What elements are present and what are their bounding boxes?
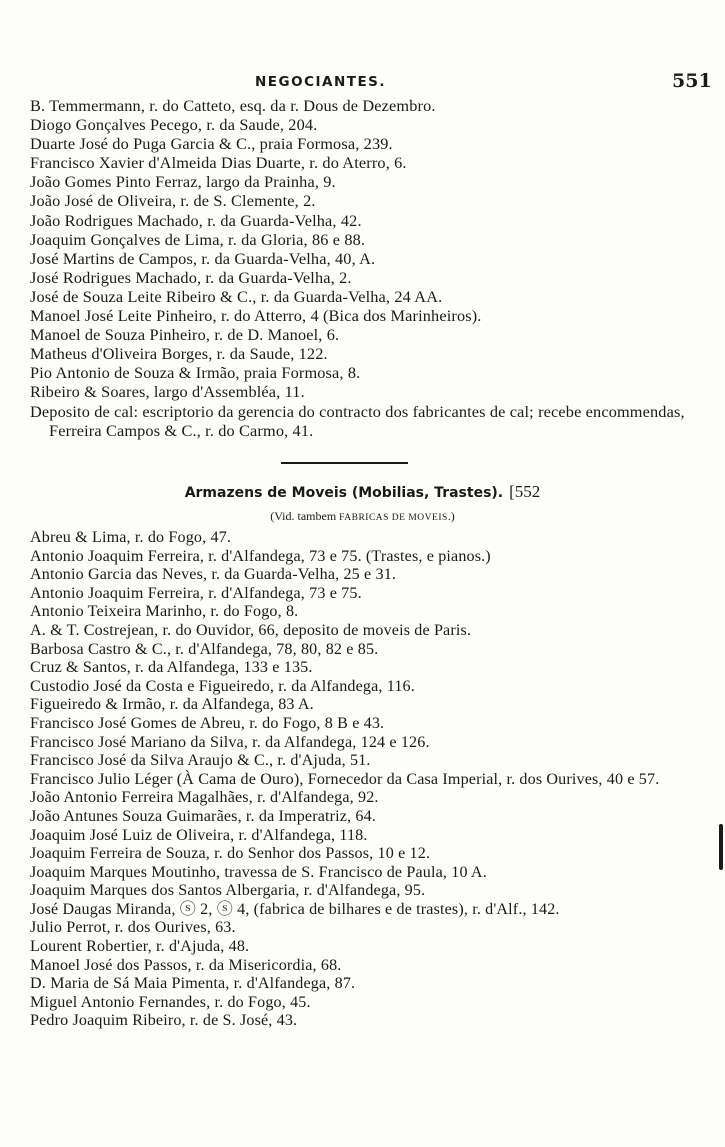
list-item: Manoel José dos Passos, r. da Misericordia, 68. <box>30 956 342 974</box>
negociantes-list <box>30 96 705 440</box>
section-title: Armazens de Moveis (Mobilias, Trastes). <box>184 485 504 501</box>
list-item: Manoel José Leite Pinheiro, r. do Atterro, 4 (Bica dos Marinheiros). <box>30 306 482 326</box>
list-item: João Gomes Pinto Ferraz, largo da Prainha, 9. <box>30 172 336 192</box>
list-item: B. Temmermann, r. do Catteto, esq. da r. Dous de Dezembro. <box>30 96 436 115</box>
section-divider <box>281 462 408 464</box>
section-note-caps: FABRICAS DE MOVEIS <box>339 513 448 523</box>
list-item: A. & T. Costrejean, r. do Ouvidor, 66, deposito de moveis de Paris. <box>30 621 472 639</box>
list-item: Antonio Garcia das Neves, r. da Guarda-Velha, 25 e 31. <box>30 566 397 584</box>
page-header <box>0 64 725 94</box>
section-note-suffix: .) <box>447 509 455 523</box>
list-item: João José de Oliveira, r. de S. Clemente, 2. <box>30 191 316 211</box>
running-title: NEGOCIANTES. <box>255 74 387 90</box>
list-item: Antonio Joaquim Ferreira, r. d'Alfandega, 73 e 75. <box>30 584 362 602</box>
list-item: João Rodrigues Machado, r. da Guarda-Velha, 42. <box>30 210 362 230</box>
list-item: Joaquim Marques dos Santos Albergaria, r. d'Alfandega, 95. <box>30 882 426 900</box>
list-item: Francisco José da Silva Araujo & C., r. d'Ajuda, 51. <box>30 752 371 770</box>
list-item: Francisco José Gomes de Abreu, r. do Fogo, 8 B e 43. <box>30 714 385 732</box>
list-item: Diogo Gonçalves Pecego, r. da Saude, 204. <box>30 115 318 135</box>
list-item: Joaquim Marques Moutinho, travessa de S. Francisco de Paula, 10 A. <box>30 863 487 881</box>
section-note <box>0 509 725 524</box>
list-item: Custodio José da Costa e Figueiredo, r. da Alfandega, 116. <box>30 677 415 695</box>
list-item: Ribeiro & Soares, largo d'Assembléa, 11. <box>30 382 305 402</box>
list-item: José Daugas Miranda, ⓢ 2, ⓢ 4, (fabrica de bilhares e de trastes), r. d'Alf., 142. <box>30 900 560 918</box>
list-item: Pedro Joaquim Ribeiro, r. de S. José, 43. <box>30 1012 298 1030</box>
section-heading <box>0 482 725 502</box>
list-item: Joaquim Gonçalves de Lima, r. da Gloria, 86 e 88. <box>30 229 366 249</box>
list-item: Francisco Julio Léger (À Cama de Ouro), Fornecedor da Casa Imperial, r. dos Ourives, 40 e 57. <box>30 770 660 788</box>
list-item: Cruz & Santos, r. da Alfandega, 133 e 135. <box>30 659 313 677</box>
list-item: Julio Perrot, r. dos Ourives, 63. <box>30 919 236 937</box>
list-item: José Rodrigues Machado, r. da Guarda-Velha, 2. <box>30 267 352 287</box>
page-number: 551 <box>672 70 712 92</box>
section-ref: [552 <box>509 482 541 501</box>
list-item: João Antonio Ferreira Magalhães, r. d'Alfandega, 92. <box>30 789 379 807</box>
list-item: Deposito de cal: escriptorio da gerencia do contracto dos fabricantes de cal; recebe encommendas, Ferreira Campos & C., r. do Carmo, 41. <box>30 401 685 440</box>
binding-edge-mark <box>719 824 723 870</box>
list-item: Joaquim Ferreira de Souza, r. do Senhor dos Passos, 10 e 12. <box>30 845 431 863</box>
list-item: Matheus d'Oliveira Borges, r. da Saude, 122. <box>30 344 328 364</box>
list-item: Figueiredo & Irmão, r. da Alfandega, 83 A. <box>30 696 314 714</box>
list-item: Joaquim José Luiz de Oliveira, r. d'Alfandega, 118. <box>30 826 368 844</box>
list-item: Pio Antonio de Souza & Irmão, praia Formosa, 8. <box>30 363 361 383</box>
list-item: Lourent Robertier, r. d'Ajuda, 48. <box>30 938 250 956</box>
list-item: Duarte José do Puga Garcia & C., praia Formosa, 239. <box>30 134 393 154</box>
list-item: Francisco Xavier d'Almeida Dias Duarte, r. do Aterro, 6. <box>30 153 407 173</box>
armazens-list <box>30 529 705 1031</box>
list-item: Abreu & Lima, r. do Fogo, 47. <box>30 529 232 546</box>
list-item: João Antunes Souza Guimarães, r. da Imperatriz, 64. <box>30 807 376 825</box>
list-item: Barbosa Castro & C., r. d'Alfandega, 78, 80, 82 e 85. <box>30 640 379 658</box>
list-item: José Martins de Campos, r. da Guarda-Velha, 40, A. <box>30 248 376 268</box>
list-item: Manoel de Souza Pinheiro, r. de D. Manoel, 6. <box>30 325 340 345</box>
list-item: Francisco José Mariano da Silva, r. da Alfandega, 124 e 126. <box>30 733 430 751</box>
list-item: Antonio Teixeira Marinho, r. do Fogo, 8. <box>30 603 299 621</box>
list-item: José de Souza Leite Ribeiro & C., r. da Guarda-Velha, 24 AA. <box>30 286 443 306</box>
list-item: D. Maria de Sá Maia Pimenta, r. d'Alfandega, 87. <box>30 975 356 993</box>
section-note-prefix: (Vid. tambem <box>270 509 337 523</box>
list-item: Antonio Joaquim Ferreira, r. d'Alfandega, 73 e 75. (Trastes, e pianos.) <box>30 547 491 565</box>
list-item: Miguel Antonio Fernandes, r. do Fogo, 45. <box>30 993 311 1011</box>
